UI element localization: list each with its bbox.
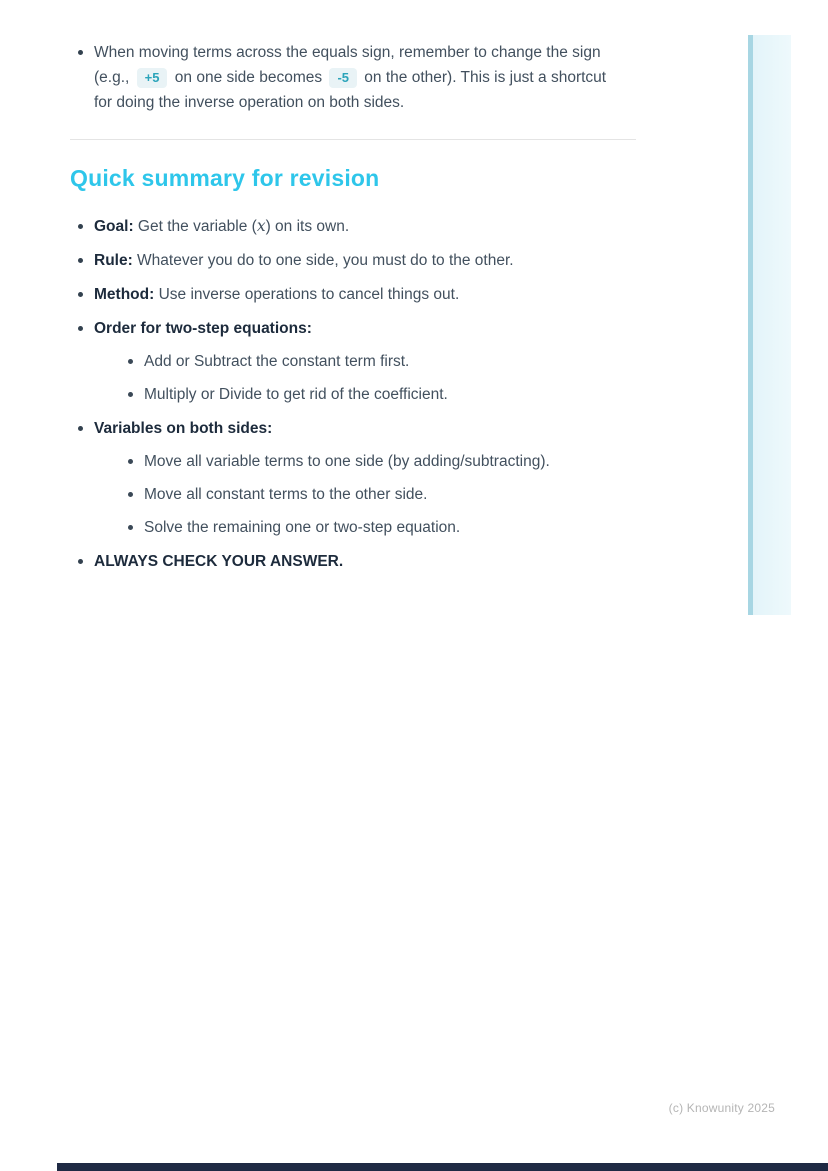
summary-sub-item: Move all variable terms to one side (by adding/subtracting). — [120, 449, 630, 474]
inline-code-chip: +5 — [137, 68, 168, 88]
document-content — [70, 40, 636, 583]
text-segment: Method: — [94, 286, 155, 303]
text-segment: ALWAYS CHECK YOUR ANSWER. — [94, 553, 344, 570]
summary-item — [70, 248, 630, 273]
summary-item — [70, 214, 630, 239]
summary-item — [70, 549, 630, 574]
summary-sub-item: Multiply or Divide to get rid of the coefficient. — [120, 382, 630, 407]
summary-sub-list — [94, 349, 630, 407]
text-segment: Variables on both sides: — [94, 420, 273, 437]
footer-copyright: (c) Knowunity 2025 — [668, 1101, 775, 1115]
page-accent-strip — [748, 35, 791, 615]
summary-item — [70, 416, 630, 540]
text-segment: Get the variable ( — [133, 218, 257, 235]
summary-list — [70, 214, 630, 574]
summary-sub-item: Add or Subtract the constant term first. — [120, 349, 630, 374]
summary-item — [70, 282, 630, 307]
section-divider — [70, 139, 636, 140]
intro-text — [94, 44, 606, 111]
summary-sub-list — [94, 449, 630, 540]
text-segment: Whatever you do to one side, you must do to the other. — [132, 252, 514, 269]
summary-sub-item: Solve the remaining one or two-step equation. — [120, 515, 630, 540]
text-segment: x — [256, 217, 266, 235]
text-segment: Goal: — [94, 218, 134, 235]
summary-item — [70, 316, 630, 407]
intro-bullet-list — [70, 40, 615, 115]
text-segment: ) on its own. — [265, 218, 350, 235]
intro-bullet-item — [70, 40, 615, 115]
text-segment: Order for two-step equations: — [94, 320, 312, 337]
text-segment: Rule: — [94, 252, 133, 269]
text-segment: on one side becomes — [170, 69, 327, 86]
text-segment: When moving terms across the equals sign, remember to change the sign (e.g., — [94, 44, 601, 86]
text-segment: on the other). This is just a shortcut for doing the inverse operation on both sides. — [94, 69, 607, 111]
next-page-edge — [57, 1163, 828, 1171]
text-segment: Use inverse operations to cancel things out. — [154, 286, 460, 303]
inline-code-chip: -5 — [329, 68, 357, 88]
summary-sub-item: Move all constant terms to the other side. — [120, 482, 630, 507]
section-heading: Quick summary for revision — [70, 165, 380, 191]
